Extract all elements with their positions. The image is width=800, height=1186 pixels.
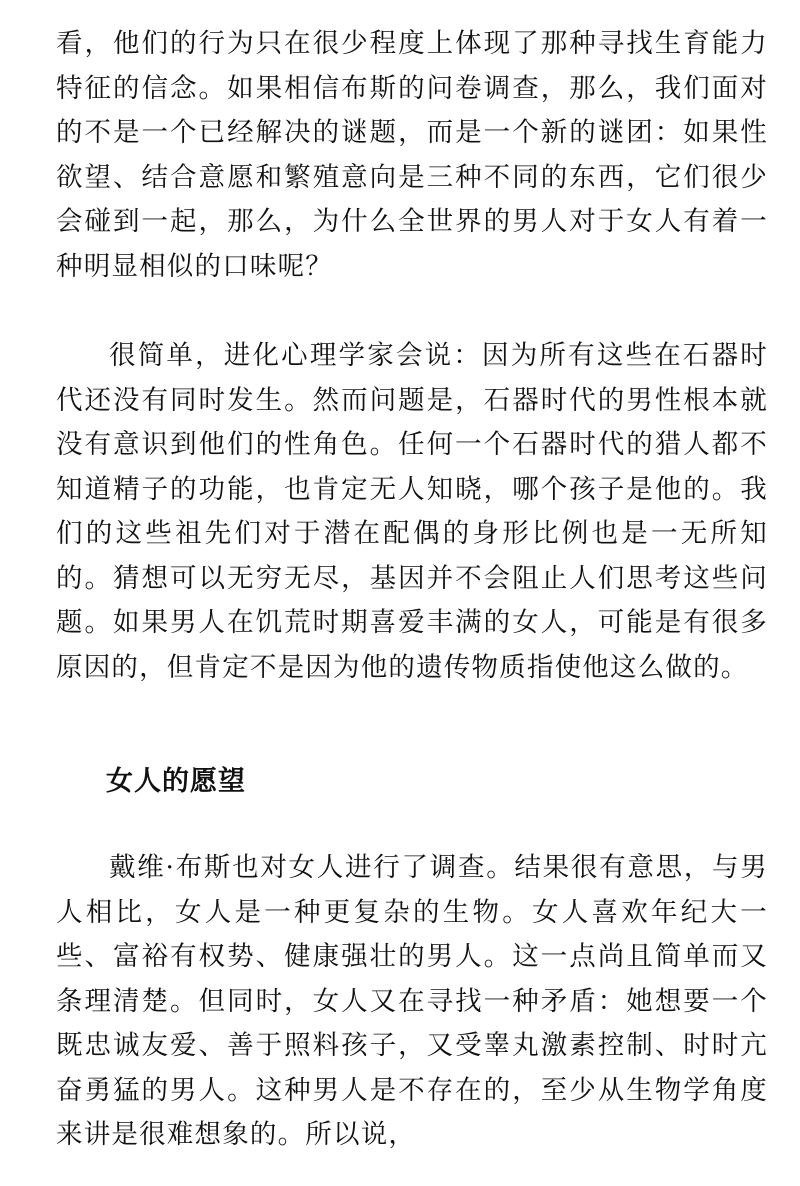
section-heading: 女人的愿望 — [106, 766, 246, 797]
paragraph-evolution: 很简单，进化心理学家会说：因为所有这些在石器时代还没有同时发生。然而问题是，石器时代的男性根本就没有意识到他们的性角色。任何一个石器时代的猎人都不知道精子的功能，也肯定无人知晓，哪个孩子是他的。我们的这些祖先们对于潜在配偶的身形比例也是一无所知的。猜想可以无穷无尽，基因并不会阻止人们思考这些问题。如果男人在饥荒时期喜爱丰满的女人，可能是有很多原因的，但肯定不是因为他的遗传物质指使他这么做的。 — [56, 340, 768, 683]
paragraph-continued: 看，他们的行为只在很少程度上体现了那种寻找生育能力特征的信念。如果相信布斯的问卷调查，那么，我们面对的不是一个已经解决的谜题，而是一个新的谜团：如果性欲望、结合意愿和繁殖意向是三种不同的东西，它们很少会碰到一起，那么，为什么全世界的男人对于女人有着一种明显相似的口味呢？ — [56, 28, 768, 282]
paragraph-women: 戴维·布斯也对女人进行了调查。结果很有意思，与男人相比，女人是一种更复杂的生物。女人喜欢年纪大一些、富裕有权势、健康强壮的男人。这一点尚且简单而又条理清楚。但同时，女人又在寻找一种矛盾：她想要一个既忠诚友爱、善于照料孩子，又受睾丸激素控制、时时亢奋勇猛的男人。这种男人是不存在的，至少从生物学角度来讲是很难想象的。所以说， — [56, 852, 768, 1150]
